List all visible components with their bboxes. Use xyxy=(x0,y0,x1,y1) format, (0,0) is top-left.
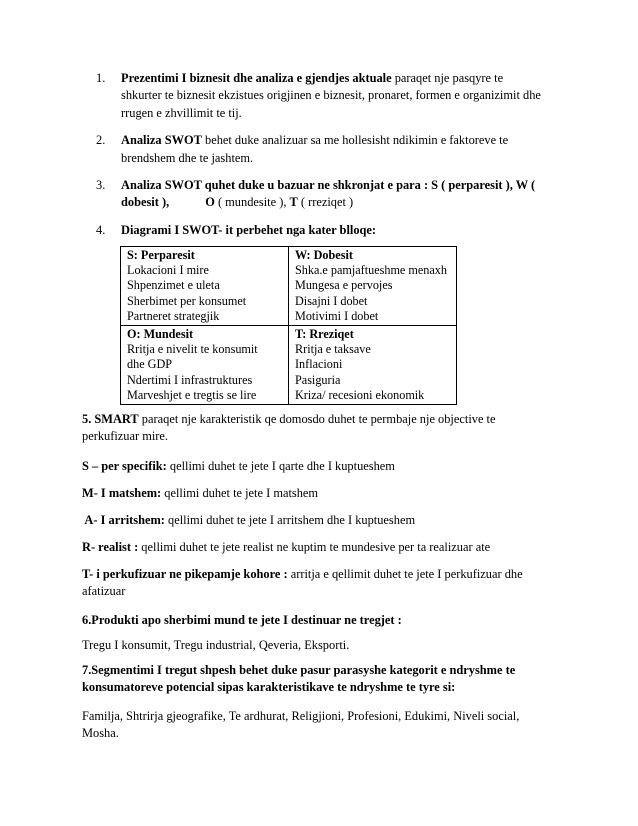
para-heading: S – per specifik: xyxy=(82,459,167,473)
item-letter-o: O xyxy=(205,195,215,210)
list-number: 4. xyxy=(96,222,106,237)
list-number: 3. xyxy=(96,178,106,193)
swot-line: dhe GDP xyxy=(127,357,173,372)
product-heading xyxy=(82,612,552,629)
swot-line: Lokacioni I mire xyxy=(127,263,209,278)
swot-cell-title: W: Dobesit xyxy=(295,248,353,262)
item-heading: Analiza SWOT quhet duke u bazuar ne shkronjat e para : S ( perparesit ), W ( dobesit ), xyxy=(121,178,536,210)
swot-line: Rritja e taksave xyxy=(295,342,371,357)
segmentation-criteria-paragraph xyxy=(82,708,552,743)
swot-line: Motivimi I dobet xyxy=(295,308,379,323)
item-heading: Diagrami I SWOT- it perbehet nga kater blloqe: xyxy=(121,222,377,237)
smart-r-paragraph xyxy=(82,539,552,556)
item-text-2: ( rreziqet ) xyxy=(297,195,354,210)
swot-weaknesses-cell xyxy=(289,247,457,326)
swot-cell-title: T: Rreziqet xyxy=(295,327,354,342)
item-text: paraqet nje pasqyre te shkurter te biznesit ekzistues origjinen e biznesit, pronaret, formen e organizimit dhe rrugen e zhvillimit te tij. xyxy=(121,71,541,120)
para-heading: 6.Produkti apo sherbimi mund te jete I destinuar ne tregjet : xyxy=(82,613,402,627)
list-item xyxy=(96,222,541,239)
swot-line: Pasiguria xyxy=(295,372,341,387)
swot-line: Marveshjet e tregtis se lire xyxy=(127,387,257,402)
swot-line: Ndertimi I infrastruktures xyxy=(127,372,253,387)
list-item xyxy=(96,132,541,167)
swot-strengths-cell xyxy=(121,247,289,326)
item-heading: Prezentimi I biznesit dhe analiza e gjendjes aktuale xyxy=(121,71,392,85)
list-number: 1. xyxy=(96,71,106,85)
para-text: qellimi duhet te jete I arritshem dhe I kuptueshem xyxy=(164,513,416,527)
swot-line: Shpenzimet e uleta xyxy=(127,278,220,293)
swot-table xyxy=(120,246,457,405)
swot-opportunities-cell xyxy=(121,326,289,405)
item-heading: Analiza SWOT xyxy=(121,133,202,148)
swot-cell-title: S: Perparesit xyxy=(127,248,195,262)
segmentation-heading xyxy=(82,662,552,697)
numbered-list xyxy=(96,70,541,249)
smart-a-paragraph xyxy=(82,512,552,529)
para-text: Tregu I konsumit, Tregu industrial, Qeveria, Eksporti. xyxy=(82,638,350,652)
swot-line: Rritja e nivelit te konsumit xyxy=(127,342,258,357)
swot-line: Mungesa e pervojes xyxy=(295,278,393,293)
para-text: qellimi duhet te jete I qarte dhe I kuptueshem xyxy=(166,459,395,473)
item-letter-t: T xyxy=(289,195,298,210)
swot-line: Disajni I dobet xyxy=(295,293,368,308)
smart-paragraph xyxy=(82,411,552,446)
para-heading: A- I arritshem: xyxy=(82,513,165,527)
para-heading: T- i perkufizuar ne pikepamje kohore : xyxy=(82,567,288,581)
para-heading: 7.Segmentimi I tregut shpesh behet duke pasur parasyshe kategorit e ndryshme te konsumatoreve potencial sipas karakteristikave te ndryshme te tyre si: xyxy=(82,663,516,695)
swot-line: Shka.e pamjaftueshme menaxh xyxy=(295,263,447,278)
para-heading: 5. SMART xyxy=(82,412,139,426)
para-text: Familja, Shtrirja gjeografike, Te ardhurat, Religjioni, Profesioni, Edukimi, Niveli social, Mosha. xyxy=(82,709,520,741)
swot-cell-title: O: Mundesit xyxy=(127,327,194,342)
smart-m-paragraph xyxy=(82,485,552,502)
swot-line: Sherbimet per konsumet xyxy=(127,293,247,308)
para-text: arritja e qellimit duhet te jete I perkufizuar dhe afatizuar xyxy=(82,567,523,599)
para-text: qellimi duhet te jete realist ne kuptim te mundesive per ta realizuar ate xyxy=(138,540,491,554)
list-number: 2. xyxy=(96,133,106,148)
swot-line: Inflacioni xyxy=(295,357,343,372)
item-text: ( mundesite ), xyxy=(214,195,290,210)
swot-line: Kriza/ recesioni ekonomik xyxy=(295,387,425,402)
list-item xyxy=(96,70,541,122)
para-heading: R- realist : xyxy=(82,540,139,554)
list-item xyxy=(96,177,541,212)
smart-s-paragraph xyxy=(82,458,552,475)
para-heading: M- I matshem: xyxy=(82,486,162,500)
smart-t-paragraph xyxy=(82,566,552,601)
swot-line: Partneret strategjik xyxy=(127,308,220,323)
swot-threats-cell xyxy=(289,326,457,405)
item-text: behet duke analizuar sa me hollesisht ndikimin e faktoreve te brendshem dhe te jashtem. xyxy=(121,133,509,165)
para-text: paraqet nje karakteristik qe domosdo duhet te permbaje nje objective te perkufizuar mire. xyxy=(82,412,496,444)
markets-paragraph xyxy=(82,637,552,654)
para-text: qellimi duhet te jete I matshem xyxy=(161,486,319,500)
